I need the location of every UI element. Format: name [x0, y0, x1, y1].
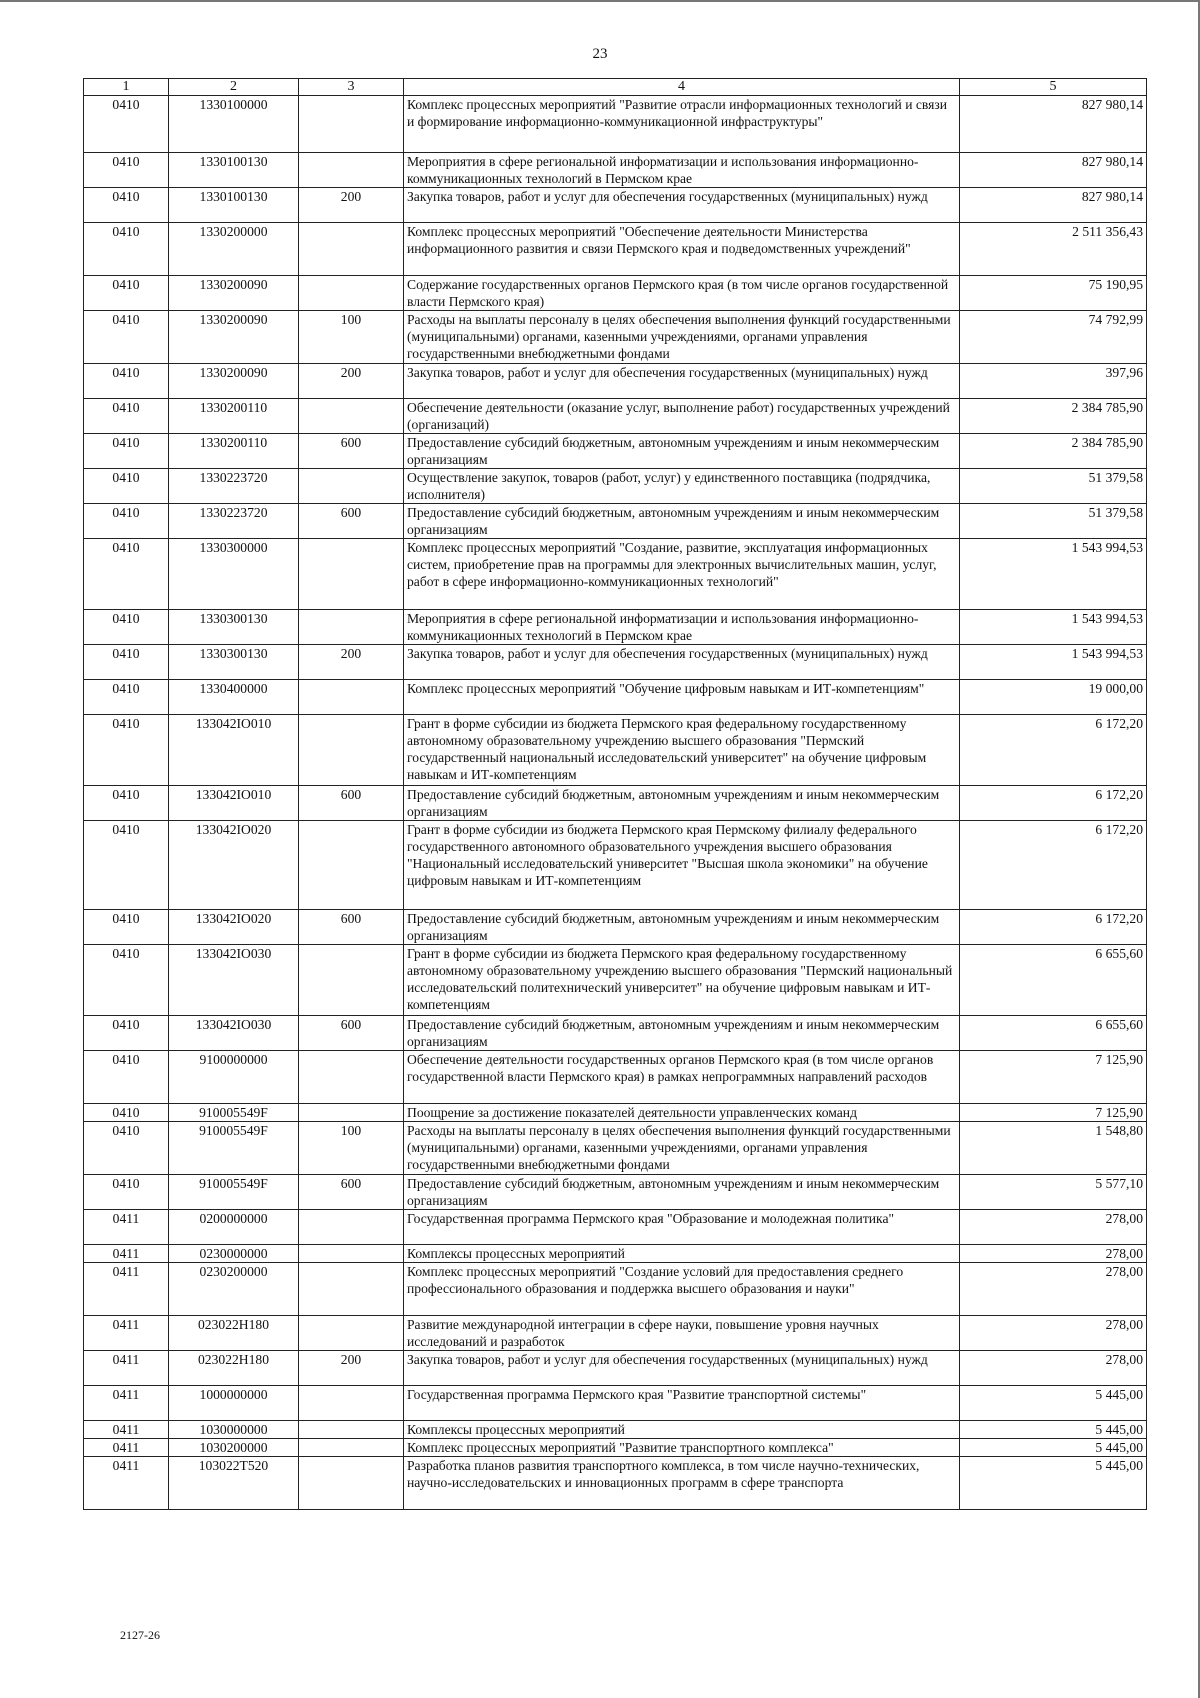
cell-expense-kind: [299, 1263, 404, 1316]
cell-expense-kind: [299, 1386, 404, 1421]
table-row: [84, 1263, 1147, 1316]
cell-section: 0411: [84, 1316, 169, 1351]
cell-section: 0410: [84, 276, 169, 311]
cell-target-article: 1330300000: [169, 539, 299, 610]
cell-section: 0410: [84, 399, 169, 434]
cell-section: 0410: [84, 945, 169, 1016]
cell-section: 0410: [84, 469, 169, 504]
cell-section: 0411: [84, 1245, 169, 1263]
table-body: [84, 96, 1147, 1510]
cell-expense-kind: [299, 945, 404, 1016]
cell-amount: 278,00: [960, 1245, 1147, 1263]
cell-section: 0410: [84, 96, 169, 153]
cell-target-article: 910005549F: [169, 1175, 299, 1210]
cell-amount: 397,96: [960, 364, 1147, 399]
cell-target-article: 023022H180: [169, 1316, 299, 1351]
cell-section: 0410: [84, 1104, 169, 1122]
table-row: [84, 539, 1147, 610]
cell-name: Обеспечение деятельности государственных органов Пермского края (в том числе органов государственной власти Пермского края) в рамках непрограммных направлений расходов: [404, 1051, 960, 1104]
cell-amount: 5 445,00: [960, 1457, 1147, 1510]
cell-amount: 5 445,00: [960, 1386, 1147, 1421]
cell-name: Государственная программа Пермского края "Развитие транспортной системы": [404, 1386, 960, 1421]
cell-expense-kind: [299, 1316, 404, 1351]
cell-expense-kind: 600: [299, 504, 404, 539]
header-col-5: 5: [960, 79, 1147, 96]
cell-expense-kind: [299, 1210, 404, 1245]
table-row: [84, 910, 1147, 945]
cell-target-article: 023022H180: [169, 1351, 299, 1386]
cell-name: Государственная программа Пермского края "Образование и молодежная политика": [404, 1210, 960, 1245]
table-row: [84, 1386, 1147, 1421]
cell-section: 0411: [84, 1457, 169, 1510]
cell-expense-kind: [299, 153, 404, 188]
table-row: [84, 188, 1147, 223]
cell-name: Предоставление субсидий бюджетным, автономным учреждениям и иным некоммерческим организациям: [404, 786, 960, 821]
cell-target-article: 1330200090: [169, 364, 299, 399]
cell-amount: 1 543 994,53: [960, 610, 1147, 645]
cell-amount: 51 379,58: [960, 469, 1147, 504]
cell-amount: 6 172,20: [960, 715, 1147, 786]
cell-section: 0411: [84, 1386, 169, 1421]
cell-name: Содержание государственных органов Пермского края (в том числе органов государственной власти Пермского края): [404, 276, 960, 311]
cell-expense-kind: [299, 1104, 404, 1122]
cell-section: 0411: [84, 1210, 169, 1245]
cell-expense-kind: 200: [299, 1351, 404, 1386]
cell-section: 0410: [84, 434, 169, 469]
table-row: [84, 504, 1147, 539]
table-row: [84, 1245, 1147, 1263]
cell-expense-kind: [299, 1439, 404, 1457]
cell-target-article: 103022T520: [169, 1457, 299, 1510]
cell-amount: 5 577,10: [960, 1175, 1147, 1210]
cell-expense-kind: [299, 715, 404, 786]
table-row: [84, 645, 1147, 680]
table-row: [84, 786, 1147, 821]
cell-name: Мероприятия в сфере региональной информатизации и использования информационно-коммуникационных технологий в Пермском крае: [404, 610, 960, 645]
table-row: [84, 1351, 1147, 1386]
cell-target-article: 133042IO020: [169, 910, 299, 945]
cell-expense-kind: [299, 96, 404, 153]
cell-amount: 6 172,20: [960, 821, 1147, 910]
cell-name: Предоставление субсидий бюджетным, автономным учреждениям и иным некоммерческим организациям: [404, 910, 960, 945]
header-col-2: 2: [169, 79, 299, 96]
table-row: [84, 1104, 1147, 1122]
cell-name: Закупка товаров, работ и услуг для обеспечения государственных (муниципальных) нужд: [404, 1351, 960, 1386]
cell-amount: 1 543 994,53: [960, 539, 1147, 610]
cell-name: Предоставление субсидий бюджетным, автономным учреждениям и иным некоммерческим организациям: [404, 504, 960, 539]
cell-name: Грант в форме субсидии из бюджета Пермского края федеральному государственному автономному образовательному учреждению высшего образования "Пермский национальный исследовательский политехнический университет" на обучение цифровым навыкам и ИТ-компетенциям: [404, 945, 960, 1016]
cell-amount: 74 792,99: [960, 311, 1147, 364]
cell-name: Комплекс процессных мероприятий "Обеспечение деятельности Министерства информационного развития и связи Пермского края и подведомственных учреждений": [404, 223, 960, 276]
cell-expense-kind: [299, 1457, 404, 1510]
cell-amount: 827 980,14: [960, 96, 1147, 153]
table-row: [84, 945, 1147, 1016]
cell-section: 0410: [84, 311, 169, 364]
cell-section: 0411: [84, 1263, 169, 1316]
table-row: [84, 821, 1147, 910]
cell-amount: 6 172,20: [960, 910, 1147, 945]
cell-target-article: 9100000000: [169, 1051, 299, 1104]
cell-expense-kind: 600: [299, 910, 404, 945]
cell-target-article: 1330100130: [169, 153, 299, 188]
page-number: 23: [592, 46, 608, 62]
cell-name: Развитие международной интеграции в сфере науки, повышение уровня научных исследований и разработок: [404, 1316, 960, 1351]
table-row: [84, 276, 1147, 311]
table-row: [84, 469, 1147, 504]
cell-section: 0410: [84, 539, 169, 610]
cell-section: 0410: [84, 1175, 169, 1210]
cell-target-article: 1330300130: [169, 610, 299, 645]
cell-target-article: 0200000000: [169, 1210, 299, 1245]
cell-section: 0410: [84, 610, 169, 645]
table-row: [84, 1439, 1147, 1457]
cell-amount: 6 655,60: [960, 1016, 1147, 1051]
table-row: [84, 1051, 1147, 1104]
cell-name: Расходы на выплаты персоналу в целях обеспечения выполнения функций государственными (муниципальными) органами, казенными учреждениями, органами управления государственными внебюджетными фондами: [404, 1122, 960, 1175]
header-col-1: 1: [84, 79, 169, 96]
cell-expense-kind: 100: [299, 311, 404, 364]
cell-expense-kind: 600: [299, 1175, 404, 1210]
cell-name: Закупка товаров, работ и услуг для обеспечения государственных (муниципальных) нужд: [404, 364, 960, 399]
table-row: [84, 434, 1147, 469]
cell-amount: 6 172,20: [960, 786, 1147, 821]
cell-amount: 7 125,90: [960, 1051, 1147, 1104]
cell-name: Комплекс процессных мероприятий "Создание, развитие, эксплуатация информационных систем, приобретение прав на программы для электронных вычислительных машин, услуг, работ в сфере информационно-коммуникационных технологий": [404, 539, 960, 610]
cell-section: 0410: [84, 910, 169, 945]
table-row: [84, 1210, 1147, 1245]
cell-section: 0411: [84, 1439, 169, 1457]
cell-name: Предоставление субсидий бюджетным, автономным учреждениям и иным некоммерческим организациям: [404, 434, 960, 469]
cell-target-article: 1030000000: [169, 1421, 299, 1439]
cell-name: Грант в форме субсидии из бюджета Пермского края федеральному государственному автономному образовательному учреждению высшего образования "Пермский государственный национальный исследовательский университет" на обучение цифровым навыкам и ИТ-компетенциям: [404, 715, 960, 786]
cell-amount: 7 125,90: [960, 1104, 1147, 1122]
cell-target-article: 1330200110: [169, 434, 299, 469]
cell-name: Грант в форме субсидии из бюджета Пермского края Пермскому филиалу федерального государственного автономного образовательного учреждения высшего образования "Национальный исследовательский университет "Высшая школа экономики" на обучение цифровым навыкам и ИТ-компетенциям: [404, 821, 960, 910]
table-header: [84, 79, 1147, 96]
cell-section: 0410: [84, 364, 169, 399]
cell-expense-kind: 100: [299, 1122, 404, 1175]
cell-amount: 5 445,00: [960, 1421, 1147, 1439]
cell-expense-kind: 600: [299, 786, 404, 821]
cell-amount: 278,00: [960, 1351, 1147, 1386]
cell-expense-kind: 600: [299, 434, 404, 469]
cell-amount: 278,00: [960, 1210, 1147, 1245]
table-row: [84, 610, 1147, 645]
cell-expense-kind: 200: [299, 364, 404, 399]
table-row: [84, 399, 1147, 434]
cell-expense-kind: [299, 1245, 404, 1263]
table-row: [84, 1122, 1147, 1175]
cell-expense-kind: [299, 399, 404, 434]
cell-name: Комплекс процессных мероприятий "Обучение цифровым навыкам и ИТ-компетенциям": [404, 680, 960, 715]
cell-amount: 75 190,95: [960, 276, 1147, 311]
cell-name: Комплексы процессных мероприятий: [404, 1421, 960, 1439]
cell-target-article: 133042IO030: [169, 1016, 299, 1051]
cell-amount: 19 000,00: [960, 680, 1147, 715]
cell-name: Комплекс процессных мероприятий "Создание условий для предоставления среднего профессионального образования и поддержка высшего образования и науки": [404, 1263, 960, 1316]
table-row: [84, 680, 1147, 715]
cell-amount: 5 445,00: [960, 1439, 1147, 1457]
cell-section: 0411: [84, 1351, 169, 1386]
cell-target-article: 1330223720: [169, 504, 299, 539]
cell-amount: 2 384 785,90: [960, 399, 1147, 434]
scan-border-top: [0, 0, 1200, 2]
cell-target-article: 133042IO010: [169, 715, 299, 786]
cell-amount: 1 548,80: [960, 1122, 1147, 1175]
cell-expense-kind: [299, 1421, 404, 1439]
cell-section: 0410: [84, 188, 169, 223]
cell-name: Комплекс процессных мероприятий "Развитие транспортного комплекса": [404, 1439, 960, 1457]
table-row: [84, 364, 1147, 399]
cell-name: Комплекс процессных мероприятий "Развитие отрасли информационных технологий и связи и формирование информационно-коммуникационной инфраструктуры": [404, 96, 960, 153]
cell-target-article: 1030200000: [169, 1439, 299, 1457]
cell-expense-kind: [299, 821, 404, 910]
table-row: [84, 96, 1147, 153]
cell-section: 0411: [84, 1421, 169, 1439]
cell-name: Мероприятия в сфере региональной информатизации и использования информационно-коммуникационных технологий в Пермском крае: [404, 153, 960, 188]
cell-section: 0410: [84, 223, 169, 276]
cell-name: Обеспечение деятельности (оказание услуг, выполнение работ) государственных учреждений (организаций): [404, 399, 960, 434]
cell-target-article: 0230200000: [169, 1263, 299, 1316]
cell-target-article: 133042IO020: [169, 821, 299, 910]
table-row: [84, 1457, 1147, 1510]
table-row: [84, 1175, 1147, 1210]
cell-expense-kind: [299, 276, 404, 311]
cell-section: 0410: [84, 786, 169, 821]
table-row: [84, 715, 1147, 786]
cell-section: 0410: [84, 153, 169, 188]
budget-table: [83, 78, 1147, 1510]
cell-expense-kind: [299, 680, 404, 715]
cell-target-article: 1330100000: [169, 96, 299, 153]
table-row: [84, 1421, 1147, 1439]
cell-expense-kind: [299, 223, 404, 276]
cell-amount: 827 980,14: [960, 188, 1147, 223]
cell-amount: 278,00: [960, 1316, 1147, 1351]
cell-target-article: 1000000000: [169, 1386, 299, 1421]
cell-name: Поощрение за достижение показателей деятельности управленческих команд: [404, 1104, 960, 1122]
cell-expense-kind: 200: [299, 645, 404, 680]
cell-name: Осуществление закупок, товаров (работ, услуг) у единственного поставщика (подрядчика, исполнителя): [404, 469, 960, 504]
cell-name: Предоставление субсидий бюджетным, автономным учреждениям и иным некоммерческим организациям: [404, 1016, 960, 1051]
cell-section: 0410: [84, 1051, 169, 1104]
cell-expense-kind: [299, 469, 404, 504]
cell-expense-kind: [299, 539, 404, 610]
cell-name: Предоставление субсидий бюджетным, автономным учреждениям и иным некоммерческим организациям: [404, 1175, 960, 1210]
cell-section: 0410: [84, 504, 169, 539]
footer-code: 2127-26: [120, 1628, 160, 1642]
table-row: [84, 153, 1147, 188]
cell-target-article: 1330200000: [169, 223, 299, 276]
cell-target-article: 1330200090: [169, 311, 299, 364]
cell-target-article: 1330300130: [169, 645, 299, 680]
header-col-3: 3: [299, 79, 404, 96]
cell-amount: 6 655,60: [960, 945, 1147, 1016]
cell-target-article: 0230000000: [169, 1245, 299, 1263]
cell-section: 0410: [84, 1122, 169, 1175]
cell-target-article: 1330400000: [169, 680, 299, 715]
cell-amount: 827 980,14: [960, 153, 1147, 188]
table-row: [84, 223, 1147, 276]
cell-target-article: 1330100130: [169, 188, 299, 223]
table-header-row: [84, 79, 1147, 96]
cell-name: Расходы на выплаты персоналу в целях обеспечения выполнения функций государственными (муниципальными) органами, казенными учреждениями, органами управления государственными внебюджетными фондами: [404, 311, 960, 364]
cell-expense-kind: 600: [299, 1016, 404, 1051]
cell-name: Разработка планов развития транспортного комплекса, в том числе научно-технических, научно-исследовательских и инновационных программ в сфере транспорта: [404, 1457, 960, 1510]
cell-amount: 2 511 356,43: [960, 223, 1147, 276]
cell-target-article: 1330200090: [169, 276, 299, 311]
cell-name: Комплексы процессных мероприятий: [404, 1245, 960, 1263]
cell-target-article: 910005549F: [169, 1104, 299, 1122]
cell-expense-kind: [299, 610, 404, 645]
cell-name: Закупка товаров, работ и услуг для обеспечения государственных (муниципальных) нужд: [404, 645, 960, 680]
cell-name: Закупка товаров, работ и услуг для обеспечения государственных (муниципальных) нужд: [404, 188, 960, 223]
header-col-4: 4: [404, 79, 960, 96]
table-row: [84, 1016, 1147, 1051]
cell-amount: 51 379,58: [960, 504, 1147, 539]
cell-amount: 1 543 994,53: [960, 645, 1147, 680]
cell-amount: 2 384 785,90: [960, 434, 1147, 469]
cell-section: 0410: [84, 645, 169, 680]
table-row: [84, 311, 1147, 364]
table-row: [84, 1316, 1147, 1351]
cell-target-article: 1330223720: [169, 469, 299, 504]
cell-section: 0410: [84, 680, 169, 715]
cell-target-article: 133042IO010: [169, 786, 299, 821]
cell-section: 0410: [84, 1016, 169, 1051]
cell-section: 0410: [84, 821, 169, 910]
cell-target-article: 1330200110: [169, 399, 299, 434]
cell-expense-kind: [299, 1051, 404, 1104]
cell-expense-kind: 200: [299, 188, 404, 223]
cell-section: 0410: [84, 715, 169, 786]
cell-target-article: 133042IO030: [169, 945, 299, 1016]
cell-target-article: 910005549F: [169, 1122, 299, 1175]
cell-amount: 278,00: [960, 1263, 1147, 1316]
